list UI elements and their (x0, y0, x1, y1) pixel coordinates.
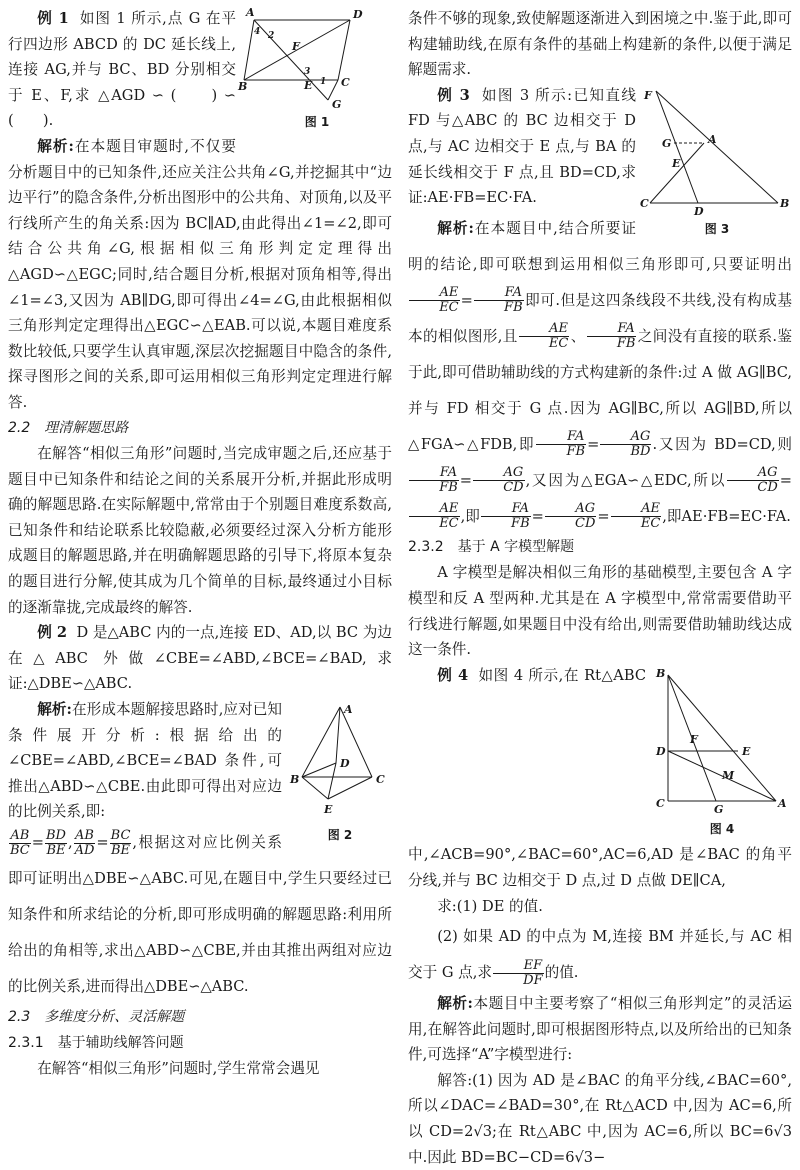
example-3-analysis-g: ,即 (662, 507, 682, 525)
fig2-label-D: D (340, 757, 350, 771)
fig4-label-B: B (656, 666, 666, 680)
frac-num: AE (519, 322, 570, 337)
example-3-label: 例 3 (437, 86, 470, 104)
fig3-label-B: B (780, 196, 790, 210)
fig3-label-A: A (708, 132, 717, 146)
section-2-2-text: 在解答“相似三角形”问题时,当完成审题之后,还应基于题目中已知条件和结论之间的关系展开分析,并据此形成明确的解题思路.在实际解题中,常常由于个别题目难度系数高,已知条件和结论联系比较隐蔽,必须要经过深入分析方能形成题目的解题思路,并在明确解题思路的引导下,将原本复杂的题目进行分解,使其成为几个简单的目标,最终通过小目标的逐渐靠拢,完成最终的解答. (8, 445, 392, 616)
fig4-label-F: F (690, 732, 698, 746)
fig1-label-E: E (304, 79, 313, 92)
frac-den: EC (548, 336, 569, 352)
example-3-analysis: 解析:在本题目中,结合所要证明的结论,即可联想到运用相似三角形即可,只要证明出 $\frac{AE}{EC}$ = $\frac{FA}{FB}$ 即可.但是这四条线段不共线,没有构成基本的相似图形,且 $\frac{AE}{EC}$ 、 $\frac{FA}{FB}$ 之间没有直接的联系.鉴于此,即可借助辅助线的方式构建新的条件:过 A 做 AG∥BC,并与 FD 相交于 G 点.因为 AG∥BC,所以 AG∥BD,所以△FGA∽△FDB,即 $\frac{FA}{FB}$ = $\frac{AG}{BD}$ .又因为 BD=CD,则 $\frac{FA}{FB}$ = $\frac{AG}{CD}$ ,又因为△EGA∽△EDC,所以 $\frac{AG}{CD}$ = $\frac{AE}{EC}$ ,即 $\frac{FA}{FB}$ = $\frac{AG}{CD}$ = $\frac{AE}{EC}$ ,即AE·FB=EC·FA. (408, 219, 793, 532)
frac-num: EF (493, 959, 544, 974)
frac-den: FB (439, 480, 458, 496)
frac-ae-ec (409, 286, 460, 315)
frac-num: FA (481, 502, 531, 517)
example-4-analysis-text: 本题目中主要考察了“相似三角形判定”的灵活运用,在解答此问题时,即可根据图形特点,以及所给出的已知条件,可选择“A”字模型进行: (408, 995, 792, 1064)
frac-den: BD (630, 444, 651, 460)
fig2-label-B: B (290, 773, 300, 787)
example-2 (8, 620, 392, 697)
frac-num: AE (409, 286, 460, 301)
frac-fa-fb-2 (587, 322, 637, 351)
frac-num: AG (600, 430, 651, 445)
fig1-angle-4: 4 (254, 27, 261, 37)
figure-1 (238, 4, 392, 136)
example-2-after-frac: ,根据这对应比例关系即可证明出△DBE∽△ABC.可见,在题目中,学生只要经过已知条件和所求结论的分析,即可形成明确的解题思路:利用所给出的角相等,求出△ABD∽△CBE,并由其推出两组对应边的比例关系,进而得出△DBE∽△ABC. (8, 834, 392, 995)
frac-num: BD (45, 827, 66, 843)
frac-den: CD (575, 516, 596, 532)
example-3-analysis-d: .又因为 BD=CD,则 (652, 435, 793, 453)
frac-fa-fb (474, 286, 524, 315)
fig1-label-G: G (332, 98, 342, 111)
figure-2 (288, 703, 392, 849)
frac-ef-df (493, 959, 544, 988)
example-2-analysis-label: 解析: (37, 701, 72, 719)
frac-num: AG (473, 466, 525, 481)
example-4-q2-end: 的值. (544, 964, 579, 982)
frac-num: AE (611, 502, 662, 517)
continuation-text: 条件不够的现象,致使解题逐渐进入到困境之中.鉴于此,即可构建辅助线,在原有条件的基础上构建新的条件,以便于满足解题需求. (408, 10, 792, 79)
frac-num: AE (409, 502, 460, 517)
frac-den: FB (504, 300, 523, 316)
figure-4 (652, 667, 792, 843)
figure-2-caption: 图 2 (327, 828, 353, 843)
example-4-answer: 解答:(1) 因为 AD 是∠BAC 的角平分线,∠BAC=60°,所以∠DAC=∠BAD=30°,在 Rt△ACD 中,因为 AC=6,所以 CD=2√3;在 Rt△ABC 中,因为 AC=6,所以 BC=6√3 中.因此 BD=BC−CD=6√3− (408, 1071, 792, 1166)
fig4-label-C: C (656, 796, 665, 810)
fig1-label-A: A (246, 6, 255, 19)
fig1-angle-1: 1 (320, 77, 327, 87)
fig1-label-C: C (341, 76, 350, 89)
example-4-analysis-label: 解析: (437, 995, 473, 1013)
fig4-label-M: M (722, 768, 735, 782)
frac-den: EC (439, 516, 459, 532)
left-column (8, 6, 392, 1082)
example-3-analysis-b: 即可.但是这四条线段不共线,没有构成基本的相似图形,且 (408, 291, 792, 345)
frac-ag-cd (473, 466, 525, 495)
frac-den: FB (511, 516, 530, 532)
frac-ab-bc (9, 829, 31, 858)
frac-den: FB (616, 336, 636, 352)
frac-den: BE (111, 842, 131, 858)
example-4-analysis (408, 991, 792, 1068)
frac-den: BE (46, 842, 66, 858)
frac-num: FA (587, 322, 637, 337)
example-3-conclusion: AE·FB=EC·FA. (681, 507, 791, 525)
example-3-analysis-f: ,即 (460, 507, 480, 525)
frac-num: AG (545, 502, 597, 517)
fig4-label-E: E (742, 744, 751, 758)
figure-3-caption: 图 3 (704, 221, 730, 236)
frac-den: AD (74, 842, 95, 858)
fig4-label-G: G (714, 802, 724, 816)
fig3-label-D: D (694, 204, 704, 218)
frac-fa-fb-4 (409, 466, 459, 495)
fig1-angle-3: 3 (304, 67, 311, 77)
fig3-label-E: E (672, 156, 681, 170)
example-3-analysis-label: 解析: (437, 219, 474, 237)
frac-ae-ec-3 (409, 502, 460, 531)
section-2-3-2-text: A 字模型是解决相似三角形的基础模型,主要包含 A 字模型和反 A 型两种.尤其是在 A 字模型中,常常需要借助平行线进行解题,如果题目中没有给出,则需要借助辅助线达成这一条件. (408, 564, 792, 659)
example-4-q1: 求:(1) DE 的值. (437, 897, 543, 915)
frac-ae-ec-2 (519, 322, 570, 351)
frac-ag-cd-3 (545, 502, 597, 531)
example-3-analysis-e: ,又因为△EGA∽△EDC,所以 (525, 471, 727, 489)
example-2-text: D 是△ABC 内的一点,连接 ED、AD,以 BC 为边在△ABC 外做∠CBE=∠ABD,∠BCE=∠BAD,求证:△DBE∽△ABC. (8, 624, 392, 693)
frac-den: DF (523, 972, 543, 988)
frac-num: FA (474, 286, 524, 301)
example-2-label: 例 2 (37, 624, 68, 642)
frac-bc-be (110, 829, 132, 858)
frac-ab-ad (74, 829, 96, 858)
section-2-3-1-text: 在解答“相似三角形”问题时,学生常常会遇见 (37, 1060, 320, 1078)
example-1-analysis (8, 134, 392, 416)
example-1-label: 例 1 (37, 10, 69, 27)
frac-den: EC (640, 516, 661, 532)
fig1-label-D: D (353, 8, 363, 21)
example-1-analysis-label: 解析: (37, 137, 74, 155)
frac-num: FA (409, 466, 459, 481)
fig3-label-G: G (662, 136, 672, 150)
frac-ag-bd (600, 430, 651, 459)
frac-den: EC (439, 300, 459, 316)
section-2-3-heading: 2.3 多维度分析、灵活解题 (8, 1009, 185, 1025)
figure-3-diagram (642, 87, 792, 217)
frac-fa-fb-5 (481, 502, 531, 531)
section-2-3-1-heading: 2.3.1 基于辅助线解答问题 (8, 1034, 184, 1051)
fig1-angle-2: 2 (268, 31, 275, 41)
frac-den: CD (503, 480, 524, 496)
frac-bd-be (45, 829, 67, 858)
figure-1-diagram (238, 4, 392, 111)
example-2-fractions: $\frac{AB}{BC}$ = $\frac{BD}{BE}$ , $\frac{AB}{AD}$ = $\frac{BC}{BE}$ ,根据这对应比例关系即可证明出△DBE∽△ABC.可见,在题目中,学生只要经过已知条件和所求结论的分析,即可形成明确的解题思路:利用所给出的角相等,求出△ABD∽△CBE,并由其推出两组对应边的比例关系,进而得出△DBE∽△ABC. (8, 827, 392, 995)
fig4-label-D: D (656, 744, 666, 758)
frac-ae-ec-4 (611, 502, 662, 531)
example-1-text: 如图 1 所示,点 G 在平行四边形 ABCD 的 DC 延长线上,连接 AG,并与 BC、BD 分别相交于 E、F,求 △AGD ∽ ( ) ∽ ( ). (8, 10, 237, 130)
fig2-label-E: E (324, 803, 333, 817)
frac-num: AG (727, 466, 779, 481)
fig1-label-B: B (238, 80, 248, 93)
frac-num: AB (10, 827, 30, 843)
figure-2-diagram (288, 703, 392, 823)
example-4-label: 例 4 (437, 666, 469, 684)
frac-den: BC (10, 842, 30, 858)
example-4-q2-text: (2) 如果 AD 的中点为 M,连接 BM 并延长,与 AC 相交于 G 点,求 (408, 928, 792, 982)
fig1-label-F: F (292, 40, 300, 53)
fig3-label-F: F (644, 88, 652, 102)
figure-3 (642, 87, 792, 243)
example-3-analysis-a: 在本题目中,结合所要证明的结论,即可联想到运用相似三角形即可,只要证明出 (408, 219, 792, 273)
fig3-label-C: C (640, 196, 649, 210)
example-3-text: 如图 3 所示:已知直线 FD 与△ABC 的 BC 边相交于 D 点,与 AC 边相交于 E 点,与 BA 的延长线相交于 F 点,且 BD=CD,求证:AE·FB=EC·FA. (408, 86, 636, 207)
figure-4-caption: 图 4 (709, 821, 735, 836)
frac-num: AB (75, 827, 94, 843)
right-column (408, 6, 792, 1170)
figure-4-diagram (652, 667, 792, 817)
fig2-label-A: A (344, 703, 353, 717)
example-4-q2 (408, 919, 792, 991)
example-4-text: 如图 4 所示,在 Rt△ABC 中,∠ACB=90°,∠BAC=60°,AC=6,AD 是∠BAC 的角平分线,并与 BC 边相交于 D 点,过 D 点做 DE∥CA, (408, 666, 792, 889)
frac-num: FA (536, 430, 586, 445)
figure-1-caption: 图 1 (304, 115, 330, 129)
section-2-2-heading: 2.2 理清解题思路 (8, 419, 129, 436)
frac-fa-fb-3 (536, 430, 586, 459)
frac-den: CD (757, 480, 778, 496)
frac-num: BC (110, 827, 131, 843)
fig4-label-A: A (778, 796, 787, 810)
example-3-analysis-c: 之间没有直接的联系.鉴于此,即可借助辅助线的方式构建新的条件:过 A 做 AG∥BC,并与 FD 相交于 G 点.因为 AG∥BC,所以 AG∥BD,所以△FGA∽△FDB,即 (408, 327, 792, 453)
frac-ag-cd-2 (727, 466, 779, 495)
section-2-3-2-heading: 2.3.2 基于 A 字模型解题 (408, 538, 575, 555)
example-1-analysis-text: 在本题目审题时,不仅要分析题目中的已知条件,还应关注公共角∠G,并挖掘其中“边边平行”的隐含条件,分析出图形中的公共角、对顶角,以及平行线所产生的角关系:因为 BC∥AD,由此得出∠1=∠2,即可结合公共角∠G,根据相似三角形判定定理得出△AGD∽△EGC;同时,结合题目分析,根据对顶角相等,得出∠1=∠3,又因为 AB∥DG,即可得出∠4=∠G,由此根据相似三角形判定定理得出△EGC∽△EAB.可以说,本题目难度系数比较低,只要学生认真审题,深层次挖掘题目中隐含的条件,探寻图形之间的关系,即可运用相似三角形判定定理进行解答. (8, 137, 392, 411)
example-2-analysis-text: 在形成本题解接思路时,应对已知条件展开分析:根据给出的∠CBE=∠ABD,∠BCE=∠BAD 条件,可推出△ABD∽△CBE.由此即可得出对应边的比例关系,即: (8, 701, 283, 821)
frac-den: FB (566, 444, 586, 460)
fig2-label-C: C (376, 773, 385, 787)
